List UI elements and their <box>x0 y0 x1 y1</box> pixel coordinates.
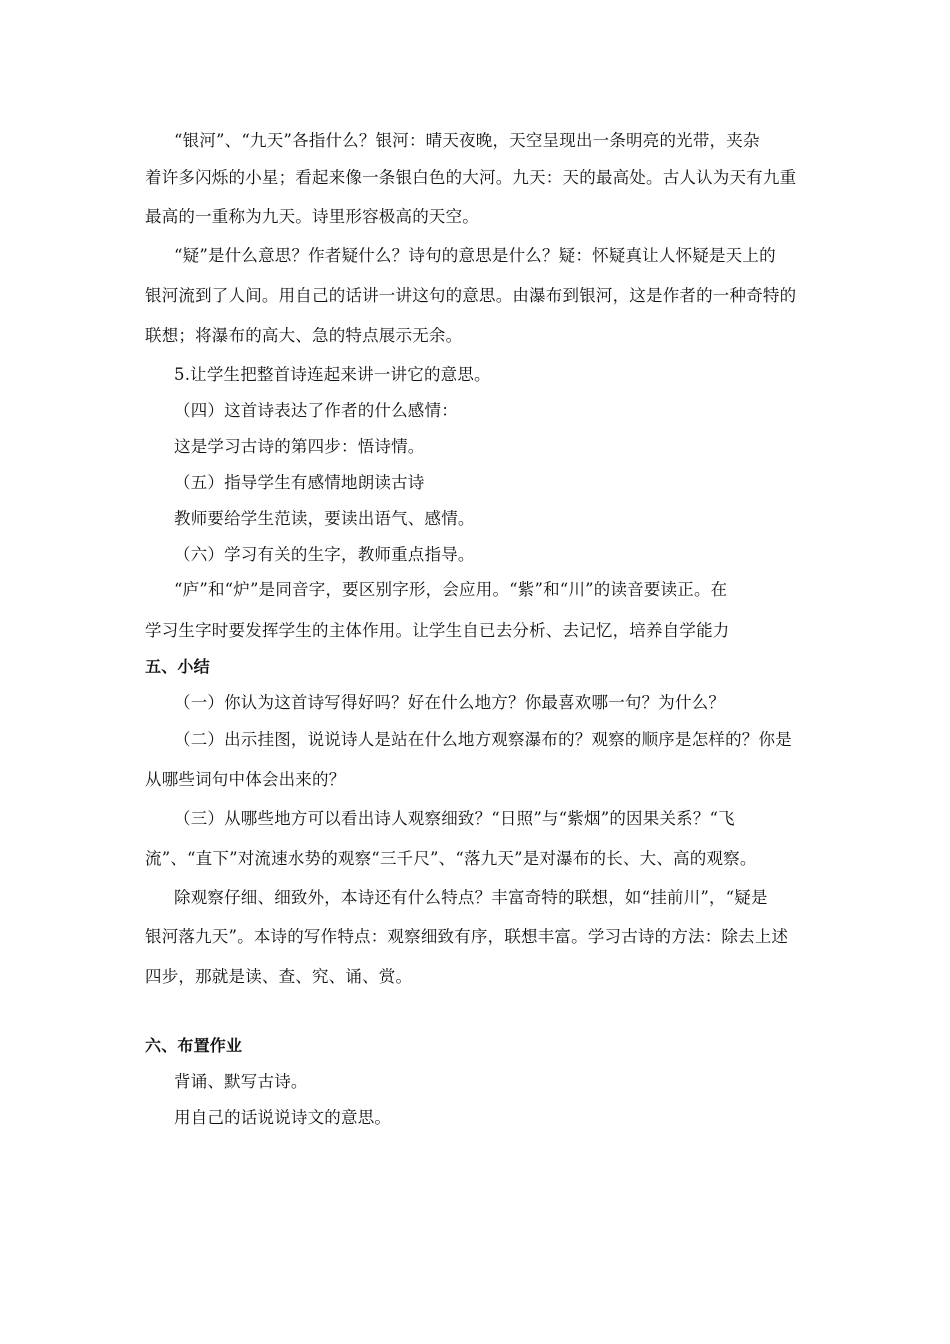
paragraph-line: 联想；将瀑布的高大、急的特点展示无余。 <box>145 326 463 345</box>
paragraph-line: 从哪些词句中体会出来的？ <box>145 770 346 789</box>
paragraph-line: 流”、“直下”对流速水势的观察“三千尺”、“落九天”是对瀑布的长、大、高的观察。 <box>145 849 757 868</box>
paragraph-line: 着许多闪烁的小星；看起来像一条银白色的大河。九天：天的最高处。古人认为天有九重 <box>145 168 797 187</box>
paragraph-line: （四）这首诗表达了作者的什么感情： <box>174 401 458 420</box>
paragraph-line: （一）你认为这首诗写得好吗？好在什么地方？你最喜欢哪一句？为什么？ <box>174 693 726 712</box>
paragraph-line: 银河流到了人间。用自己的话讲一讲这句的意思。由瀑布到银河，这是作者的一种奇特的 <box>145 286 797 305</box>
paragraph-line: “银河”、“九天”各指什么？银河：晴天夜晚，天空呈现出一条明亮的光带，夹杂 <box>174 131 760 150</box>
paragraph-line: 学习生字时要发挥学生的主体作用。让学生自已去分析、去记忆，培养自学能力 <box>145 621 730 640</box>
paragraph-line: 四步，那就是读、查、究、诵、赏。 <box>145 967 413 986</box>
section-heading-summary: 五、小结 <box>145 657 210 676</box>
paragraph-line: 背诵、默写古诗。 <box>174 1072 308 1091</box>
paragraph-line: 最高的一重称为九天。诗里形容极高的天空。 <box>145 207 479 226</box>
paragraph-line: （六）学习有关的生字，教师重点指导。 <box>174 545 475 564</box>
paragraph-line: 这是学习古诗的第四步：悟诗情。 <box>174 437 425 456</box>
paragraph-line: （三）从哪些地方可以看出诗人观察细致？“日照”与“紫烟”的因果关系？“飞 <box>174 809 735 828</box>
paragraph-line: 5.让学生把整首诗连起来讲一讲它的意思。 <box>174 365 491 384</box>
paragraph-line: 银河落九天”。本诗的写作特点：观察细致有序，联想丰富。学习古诗的方法：除去上述 <box>145 927 789 946</box>
paragraph-line: （二）出示挂图，说说诗人是站在什么地方观察瀑布的？观察的顺序是怎样的？你是 <box>174 730 792 749</box>
paragraph-line: 教师要给学生范读，要读出语气、感情。 <box>174 509 475 528</box>
paragraph-line: （五）指导学生有感情地朗读古诗 <box>174 473 425 492</box>
section-heading-homework: 六、布置作业 <box>145 1036 243 1055</box>
paragraph-line: 用自己的话说说诗文的意思。 <box>174 1108 392 1127</box>
paragraph-line: 除观察仔细、细致外，本诗还有什么特点？丰富奇特的联想，如“挂前川”，“疑是 <box>174 888 768 907</box>
paragraph-line: “疑”是什么意思？作者疑什么？诗句的意思是什么？疑：怀疑真让人怀疑是天上的 <box>174 246 776 265</box>
paragraph-line: “庐”和“炉”是同音字，要区别字形，会应用。“紫”和“川”的读音要读正。在 <box>174 580 728 599</box>
